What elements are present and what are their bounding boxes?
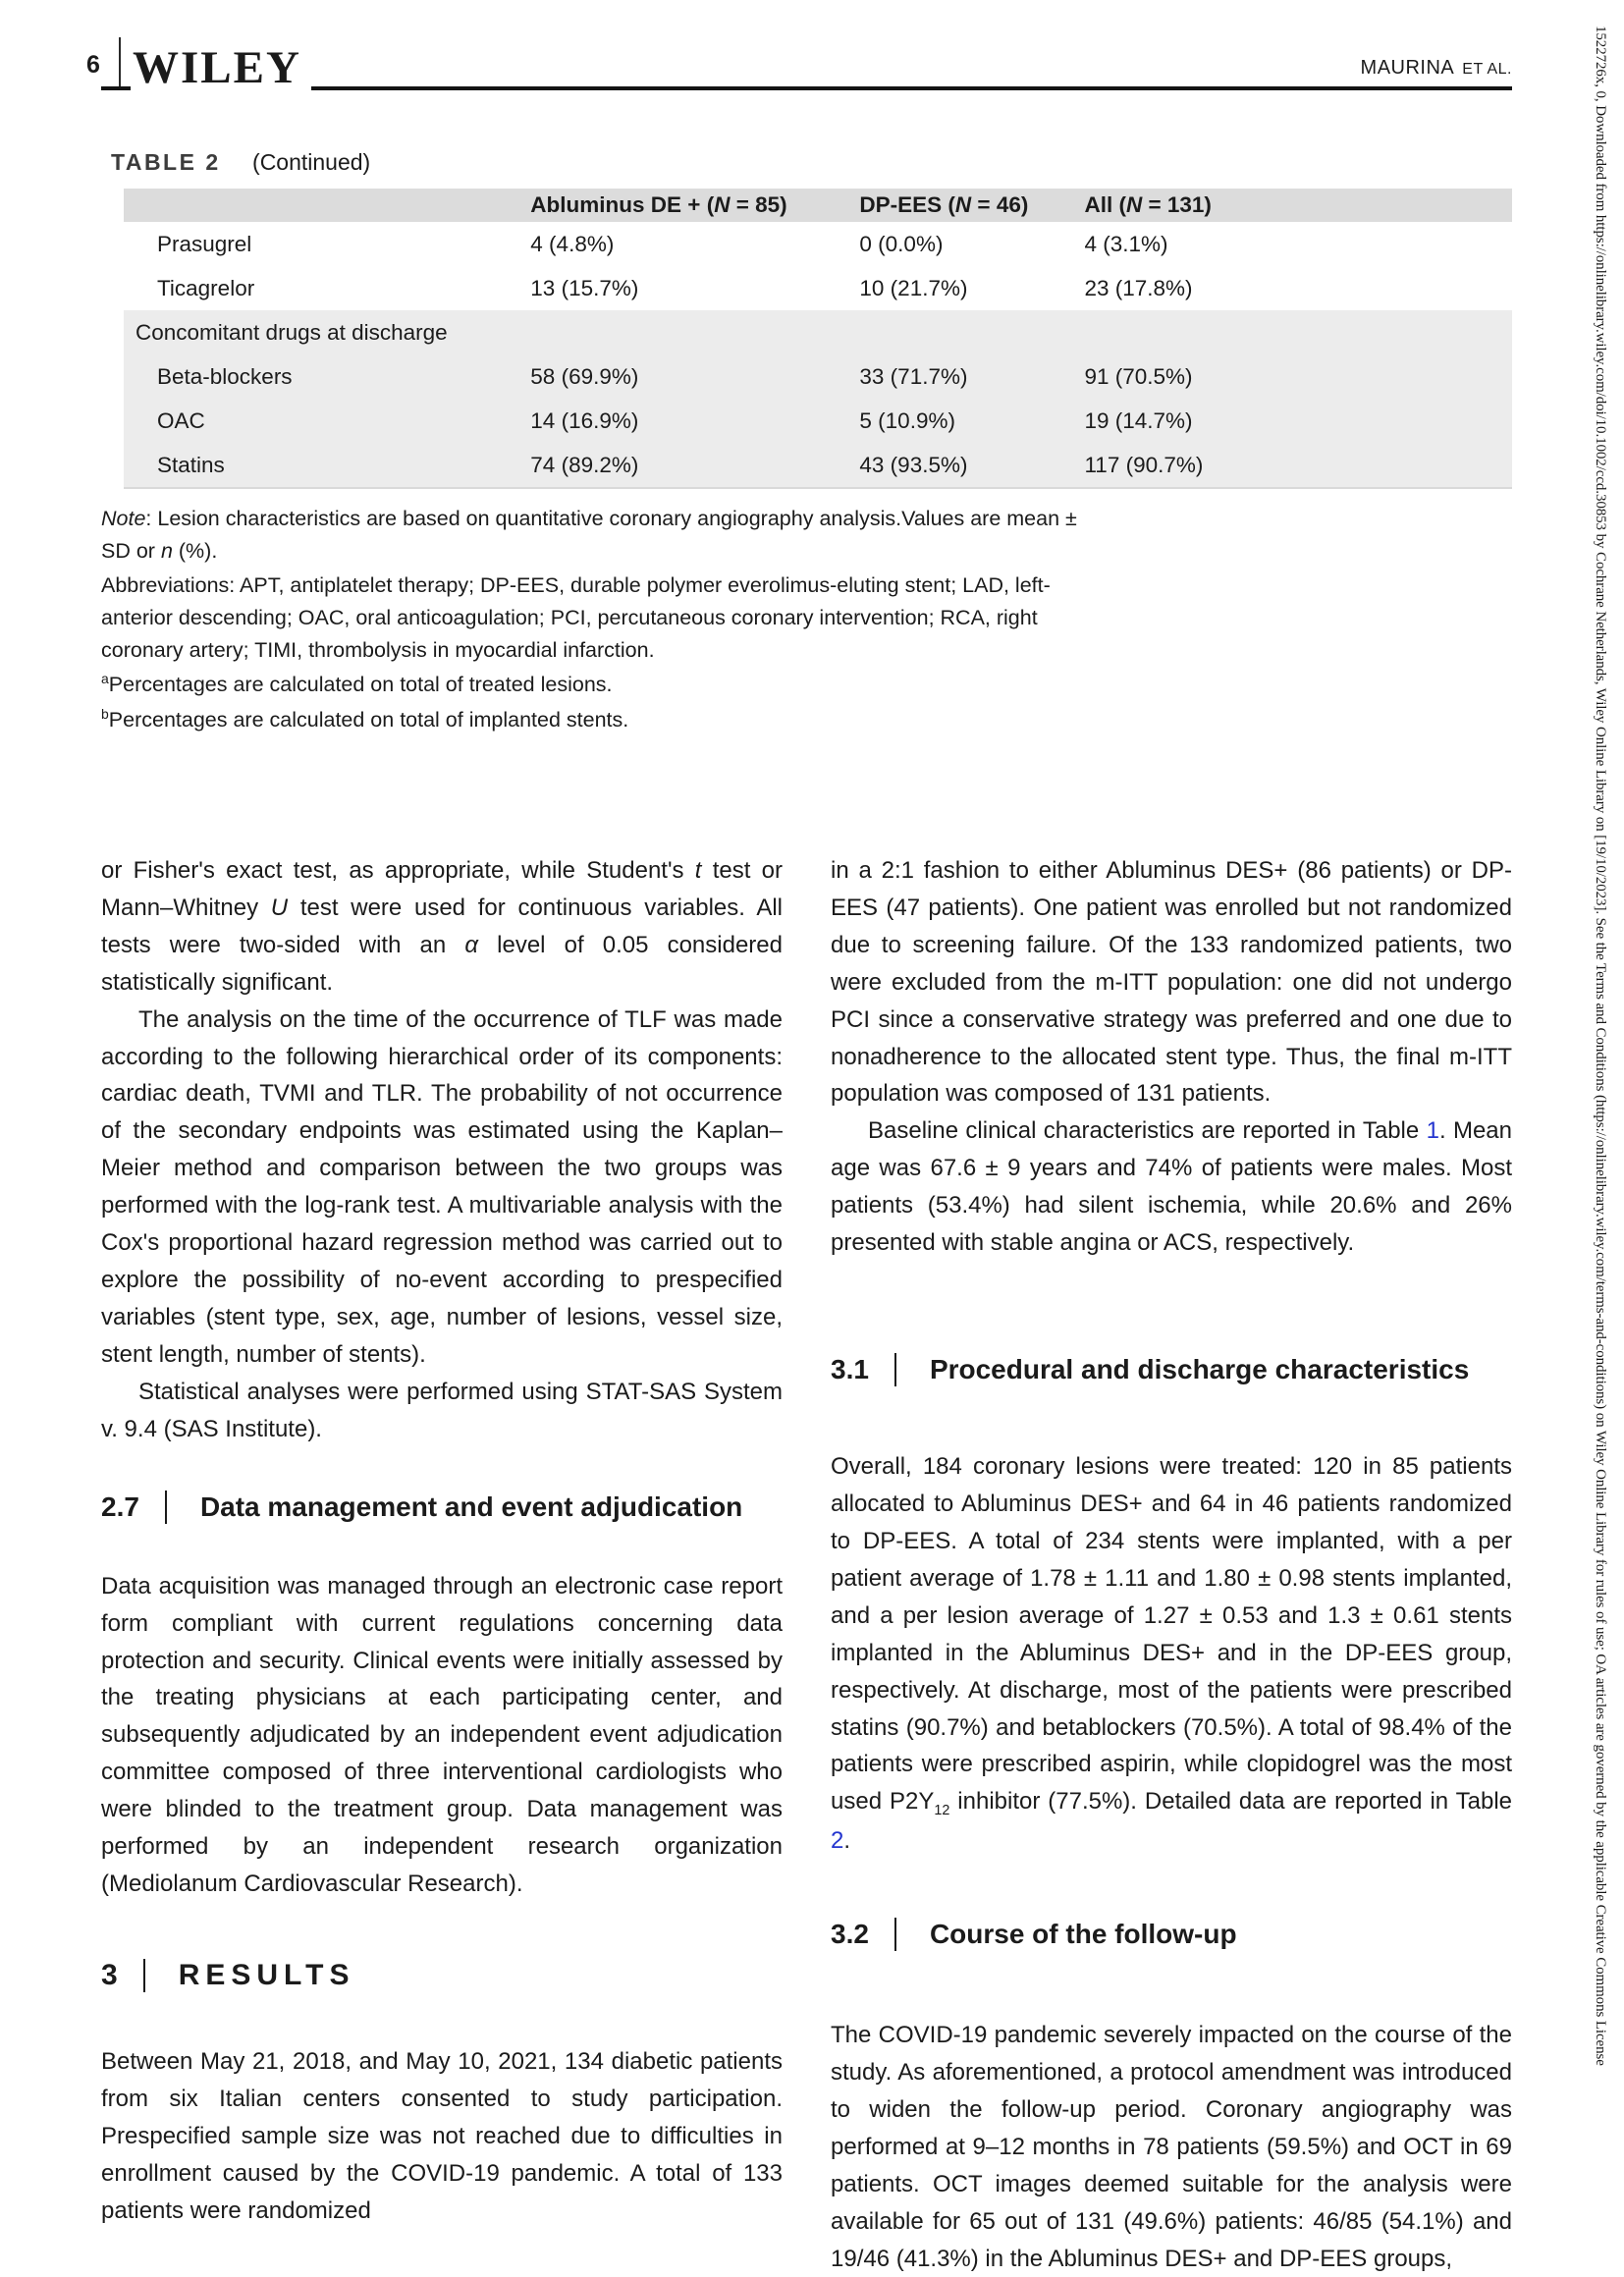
heading-separator <box>894 1353 896 1386</box>
row-label: OAC <box>157 407 205 433</box>
margin-citation-text: 1522726x, 0, Downloaded from https://onlinelibrary.wiley.com/doi/10.1002/ccd.30853 by Cochrane Netherlands, Wiley Online Library on [19/10/2023]. See the Terms and Conditions (https://onlinelibrary.wiley.com/terms-and-conditions) on Wiley Online Library for rules of use; OA articles are governed by the applicable Creative Commons License <box>1593 26 1608 2066</box>
row-value: 33 (71.7%) <box>859 363 968 389</box>
table-row <box>124 443 1512 487</box>
section-number: 3 <box>101 1958 118 1991</box>
paragraph-data-management: Data acquisition was managed through an electronic case report form compliant with current regulations concerning data protection and security. Clinical events were initially assessed by the treating physicians at each participating center, and subsequently adjudicated by an independent event adjudication committee composed of three interventional cardiologists who were blinded to the treatment group. Data management was performed by an independent research organization (Mediolanum Cardiovascular Research). <box>101 1572 783 1897</box>
paragraph-procedural: Overall, 184 coronary lesions were treated: 120 in 85 patients allocated to Abluminus DES+ and 64 in 46 patients randomized to DP-EES. A total of 234 stents were implanted, with a per patient average of 1.78 ± 1.11 and 1.80 ± 0.98 stents implanted, and a per lesion average of 1.27 ± 0.53 and 1.3 ± 0.61 stents implanted in the Abluminus DES+ and in the DP-EES group, respectively. At discharge, most of the patients were prescribed statins (90.7%) and betablockers (70.5%). A total of 98.4% of the patients were prescribed aspirin, while clopidogrel was the most used $P2Y_{12}$ inhibitor (77.5%). Detailed data are reported in Table 2. <box>831 1453 1513 1854</box>
right-column <box>831 852 1512 2277</box>
section-title: Data management and event adjudication <box>199 1491 743 1522</box>
row-label: Prasugrel <box>157 231 252 256</box>
left-column <box>101 852 783 2277</box>
table-row <box>124 354 1512 399</box>
wiley-logo: WILEY <box>131 45 311 93</box>
section-label: Concomitant drugs at discharge <box>135 319 448 345</box>
paragraph-randomization: in a 2:1 fashion to either Abluminus DES+ (86 patients) or DP-EES (47 patients). One patient was enrolled but not randomized due to screening failure. Of the 133 randomized patients, two were excluded from the m-ITT population: one did not undergo PCI since a conservative strategy was preferred and one due to nonadherence to the allocated stent type. Thus, the final m-ITT population was composed of 131 patients. <box>831 857 1512 1108</box>
row-value: 10 (21.7%) <box>859 275 968 300</box>
row-value: 0 (0.0%) <box>859 231 944 256</box>
page-header <box>86 33 1512 94</box>
row-label: Beta-blockers <box>157 363 293 389</box>
table-header-row <box>124 189 1512 222</box>
section-heading-3-1 <box>831 1348 1512 1391</box>
table-col-header-all: All (N = 131) <box>1084 192 1212 217</box>
table-row <box>124 222 1512 266</box>
header-rule <box>101 86 1512 90</box>
table-2 <box>124 189 1512 489</box>
row-value: 14 (16.9%) <box>530 407 639 433</box>
row-value: 13 (15.7%) <box>530 275 639 300</box>
table-section-row <box>124 310 1512 354</box>
row-value: 4 (3.1%) <box>1084 231 1168 256</box>
row-value: 117 (90.7%) <box>1084 452 1204 477</box>
table-caption <box>111 147 1512 177</box>
table-col-header-abluminus: Abluminus DE + (N = 85) <box>530 192 787 217</box>
paragraph-enrollment: Between May 21, 2018, and May 10, 2021, 134 diabetic patients from six Italian centers consented to study participation. Prespecified sample size was not reached due to difficulties in enrollment caused by the COVID-19 pandemic. A total of 133 patients were randomized <box>101 2048 783 2224</box>
table-row <box>124 399 1512 443</box>
row-value: 58 (69.9%) <box>530 363 639 389</box>
row-value: 74 (89.2%) <box>530 452 639 477</box>
section-heading-2-7 <box>101 1486 783 1529</box>
section-number: 3.2 <box>831 1918 869 1949</box>
row-label: Ticagrelor <box>157 275 255 300</box>
section-number: 3.1 <box>831 1353 869 1384</box>
table-footnote-a: $^a$Percentages are calculated on total of treated lesions. <box>101 671 613 697</box>
paragraph-statistics: or Fisher's exact test, as appropriate, while Student's t test or Mann–Whitney U test were used for continuous variables. All tests were two-sided with an α level of 0.05 considered statistically significant. <box>101 857 784 996</box>
page-number: 6 <box>86 51 100 79</box>
row-value: 23 (17.8%) <box>1084 275 1193 300</box>
paragraph-sas: Statistical analyses were performed using STAT-SAS System v. 9.4 (SAS Institute). <box>101 1378 783 1442</box>
section-title: Procedural and discharge characteristics <box>929 1353 1470 1384</box>
reference-link[interactable]: 2 <box>831 1826 844 1854</box>
heading-separator <box>165 1491 167 1524</box>
table-col-header-dpees: DP-EES (N = 46) <box>859 192 1029 217</box>
paragraph-baseline: Baseline clinical characteristics are reported in Table 1. Mean age was 67.6 ± 9 years and 74% of patients were males. Most patients (53.4%) had silent ischemia, while 20.6% and 26% presented with stable angina or ACS, respectively. <box>831 1117 1513 1257</box>
row-value: 43 (93.5%) <box>859 452 968 477</box>
table-caption-continued: (Continued) <box>252 149 371 175</box>
heading-separator <box>143 1959 145 1992</box>
header-divider <box>119 37 121 86</box>
paragraph-followup: The COVID-19 pandemic severely impacted on the course of the study. As aforementioned, a protocol amendment was introduced to widen the follow-up period. Coronary angiography was performed at 9–12 months in 78 patients (59.5%) and OCT in 69 patients. OCT images deemed suitable for the analysis were available for 65 out of 131 (49.6%) patients: 46/85 (54.1%) and 19/46 (41.3%) in the Abluminus DES+ and DP-EES groups, <box>831 2022 1512 2272</box>
section-title: Course of the follow-up <box>929 1918 1237 1949</box>
table-row <box>124 266 1512 310</box>
reference-link[interactable]: 1 <box>1426 1117 1439 1145</box>
heading-separator <box>894 1918 896 1951</box>
page-content <box>86 33 1513 2277</box>
body-columns <box>101 852 1512 2277</box>
row-label: Statins <box>157 452 225 477</box>
table-note: Note: Lesion characteristics are based on quantitative coronary angiography analysis.Values are mean ± SD or n (%). <box>101 507 1077 563</box>
row-value: 19 (14.7%) <box>1084 407 1193 433</box>
row-value: 91 (70.5%) <box>1084 363 1193 389</box>
section-heading-3 <box>101 1952 783 1998</box>
section-heading-3-2 <box>831 1913 1512 1956</box>
running-head-authors: MAURINA <box>1360 57 1455 79</box>
table-footnote-b: $^b$Percentages are calculated on total of implanted stents. <box>101 706 629 732</box>
row-value: 4 (4.8%) <box>530 231 615 256</box>
running-head <box>1361 57 1512 80</box>
running-head-etal: ET AL. <box>1462 61 1512 78</box>
paragraph-tlf-analysis: The analysis on the time of the occurrence of TLF was made according to the following hierarchical order of its components: cardiac death, TVMI and TLR. The probability of not occurrence of the secondary endpoints was estimated using the Kaplan–Meier method and comparison between the two groups was performed with the log-rank test. A multivariable analysis with the Cox's proportional hazard regression method was carried out to explore the possibility of no-event according to prespecified variables (stent type, sex, age, number of lesions, vessel size, stent length, number of stents). <box>101 1005 783 1368</box>
table-abbreviations: Abbreviations: APT, antiplatelet therapy; DP-EES, durable polymer everolimus-eluting stent; LAD, left-anterior descending; OAC, oral anticoagulation; PCI, percutaneous coronary intervention; RCA, right coronary artery; TIMI, thrombolysis in myocardial infarction. <box>101 573 1051 662</box>
table-caption-label: TABLE 2 <box>111 149 221 175</box>
section-number: 2.7 <box>101 1491 139 1522</box>
row-value: 5 (10.9%) <box>859 407 955 433</box>
section-title: RESULTS <box>178 1958 355 1991</box>
table-notes <box>101 503 1083 736</box>
